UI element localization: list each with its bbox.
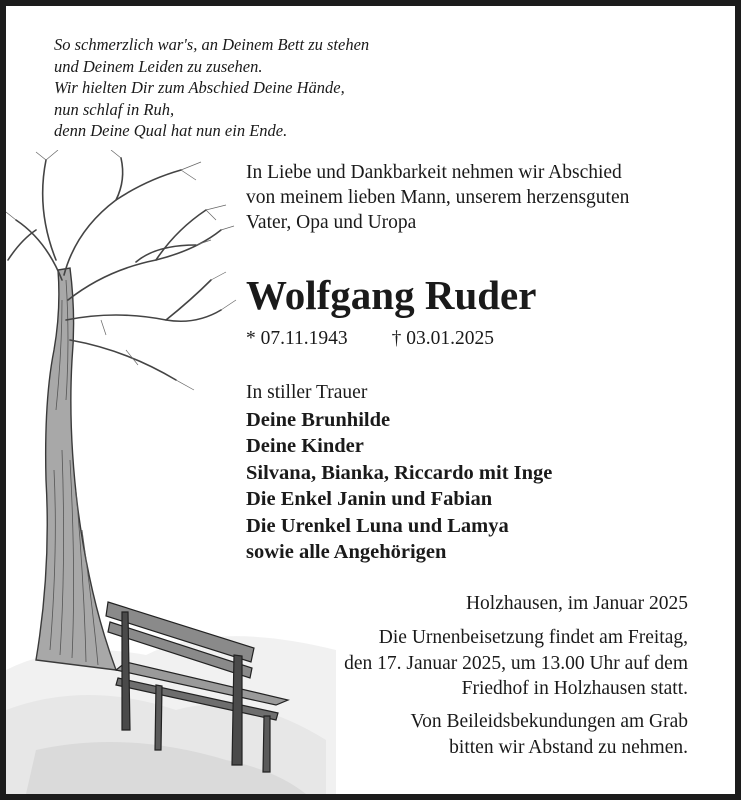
mourner-line: Silvana, Bianka, Riccardo mit Inge bbox=[246, 461, 553, 484]
death-date: † 03.01.2025 bbox=[391, 328, 495, 349]
poem-line: Wir hielten Dir zum Abschied Deine Hände, bbox=[54, 78, 345, 98]
intro-line: von meinem lieben Mann, unserem herzensguten bbox=[246, 187, 630, 208]
mourner-line: sowie alle Angehörigen bbox=[246, 541, 447, 563]
condolence-line: bitten wir Abstand zu nehmen. bbox=[449, 736, 688, 758]
intro-line: Vater, Opa und Uropa bbox=[246, 212, 417, 233]
poem-line: denn Deine Qual hat nun ein Ende. bbox=[54, 121, 288, 141]
burial-line: den 17. Januar 2025, um 13.00 Uhr auf dem bbox=[344, 652, 688, 674]
mourners-heading: In stiller Trauer bbox=[246, 382, 368, 403]
intro-line: In Liebe und Dankbarkeit nehmen wir Abschied bbox=[246, 162, 622, 183]
deceased-name: Wolfgang Ruder bbox=[246, 272, 537, 318]
mourners-block bbox=[246, 380, 552, 566]
place-date bbox=[466, 591, 688, 617]
condolence-line: Von Beileidsbekundungen am Grab bbox=[410, 711, 688, 732]
mourner-line: Deine Kinder bbox=[246, 435, 364, 457]
burial-line: Friedhof in Holzhausen statt. bbox=[461, 678, 688, 699]
condolence-note bbox=[411, 709, 688, 760]
mourner-line: Die Urenkel Luna und Lamya bbox=[246, 514, 509, 537]
poem-line: nun schlaf in Ruh, bbox=[54, 99, 175, 119]
birth-date: * 07.11.1943 bbox=[246, 328, 348, 349]
poem bbox=[54, 34, 474, 142]
burial-info bbox=[344, 625, 688, 702]
poem-line: und Deinem Leiden zu zusehen. bbox=[54, 56, 263, 76]
intro-text bbox=[246, 160, 716, 235]
burial-line: Die Urnenbeisetzung findet am Freitag, bbox=[378, 627, 688, 648]
place-date-line: Holzhausen, im Januar 2025 bbox=[465, 593, 688, 614]
life-dates bbox=[246, 326, 494, 351]
poem-line: So schmerzlich war's, an Deinem Bett zu stehen bbox=[54, 35, 370, 54]
tree-branches bbox=[8, 158, 221, 380]
mourner-line: Deine Brunhilde bbox=[246, 408, 391, 431]
mourner-line: Die Enkel Janin und Fabian bbox=[246, 488, 493, 510]
